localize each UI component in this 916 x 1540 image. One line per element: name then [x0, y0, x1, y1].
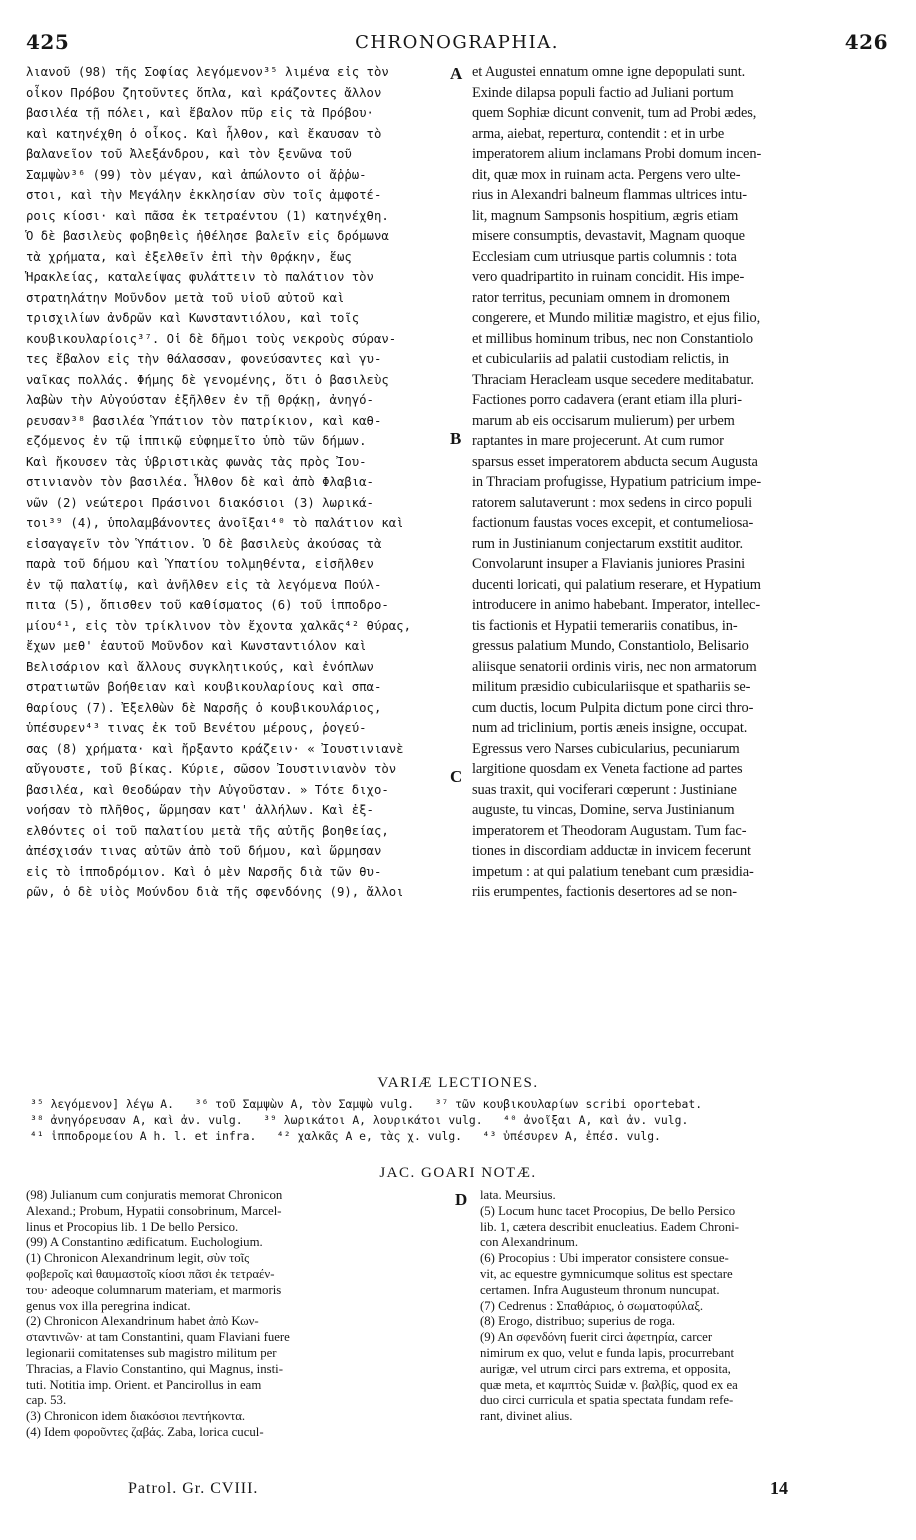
margin-letter-c: C	[450, 767, 463, 786]
notes-title: JAC. GOARI NOTÆ.	[379, 1165, 537, 1181]
footer-signature: Patrol. Gr. CVIII.	[128, 1480, 259, 1497]
greek-text-column: λιανοῦ (98) τῆς Σοφίας λεγόμενον³⁵ λιμένα εἰς τὸν οἶκον Πρόβου ζητοῦντες ὅπλα, καὶ κράζοντες ἄλλον βασιλέα τῇ πόλει, καὶ ἔβαλον πῦρ εἰς τὰ Πρόβου· καὶ κατηνέχθη ὁ οἶκος. Καὶ ἦλθον, καὶ ἔκαυσαν τὸ βαλανεῖον τοῦ Ἀλεξάνδρου, καὶ τὸν ξενῶνα τοῦ Σαμψὼν³⁶ (99) τὸν μέγαν, καὶ ἀπώλοντο οἱ ἄῤῥω- στοι, καὶ τὴν Μεγάλην ἐκκλησίαν σὺν τοῖς ἀμφοτέ- ροις κίοσι· καὶ πᾶσα ἐκ τετραέντου (1) κατηνέχθη. Ὁ δὲ βασιλεὺς φοβηθεὶς ἠθέλησε βαλεῖν εἰς δρόμωνα τὰ χρήματα, καὶ ἐξελθεῖν ἐπὶ τὴν Θρᾴκην, ἕως Ἡρακλείας, καταλείψας φυλάττειν τὸ παλάτιον τὸν στρατηλάτην Μοῦνδον μετὰ τοῦ υἱοῦ αὐτοῦ καὶ τρισχιλίων ἀνδρῶν καὶ Κωνσταντιόλου, καὶ τοῖς κουβικουλαρίοις³⁷. Οἱ δὲ δῆμοι τοὺς νεκροὺς σύραν- τες ἔβαλον εἰς τὴν θάλασσαν, φονεύσαντες καὶ γυ- ναῖκας πολλάς. Φήμης δὲ γενομένης, ὅτι ὁ βασιλεὺς λαβὼν τὴν Αὐγούσταν ἐξῆλθεν ἐν τῇ Θρᾴκῃ, ἀνηγό- ρευσαν³⁸ βασιλέα Ὑπάτιον τὸν πατρίκιον, καὶ καθ- εζόμενος ἐν τῷ ἱππικῷ εὐφημεῖτο ὑπὸ τῶν δήμων. Καὶ ἤκουσεν τὰς ὑβριστικὰς φωνὰς τὰς πρὸς Ἰου- στινιανὸν τὸν βασιλέα. Ἦλθον δὲ καὶ ἀπὸ Φλαβια- νῶν (2) νεώτεροι Πράσινοι διακόσιοι (3) λωρικά- τοι³⁹ (4), ὑπολαμβάνοντες ἀνοῖξαι⁴⁰ τὸ παλάτιον καὶ εἰσαγαγεῖν τὸν Ὑπάτιον. Ὁ δὲ βασιλεὺς ἀκούσας τὰ παρὰ τοῦ δήμου καὶ Ὑπατίου τολμηθέντα, εἰσῆλθεν ἐν τῷ παλατίῳ, καὶ ἀνῆλθεν εἰς τὰ λεγόμενα Πούλ- πιτα (5), ὄπισθεν τοῦ καθίσματος (6) τοῦ ἱπποδρο- μίου⁴¹, εἰς τὸν τρίκλινον τὸν ἔχοντα χαλκᾶς⁴² θύρας, ἔχων μεθ' ἑαυτοῦ Μοῦνδον καὶ Κωνσταντιόλον καὶ Βελισάριον καὶ ἄλλους συγκλητικούς, καὶ ἐνόπλων στρατιωτῶν βοήθειαν καὶ κουβικουλαρίους καὶ σπα- θαρίους (7). Ἐξελθὼν δὲ Ναρσῆς ὁ κουβικουλάριος, ὑπέσυρεν⁴³ τινας ἐκ τοῦ Βενέτου μέρους, ῥογεύ- σας (8) χρήματα· καὶ ἤρξαντο κράζειν· « Ἰουστινιανὲ αὔγουστε, τοῦ βίκας. Κύριε, σῶσον Ἰουστινιανὸν τὸν βασιλέα, καὶ Θεοδώραν τὴν Αὐγοῦσταν. » Τότε διχο- νοήσαν τὸ πλῆθος, ὥρμησαν κατ' ἀλλήλων. Καὶ ἐξ- ελθόντες οἱ τοῦ παλατίου μετὰ τῆς αὐτῆς βοηθείας, ἀπέσχισάν τινας αὐτῶν ἀπὸ τοῦ δήμου, καὶ ὥρμησαν εἰς τὸ ἱπποδρόμιον. Καὶ ὁ μὲν Ναρσῆς διὰ τῶν θυ- ρῶν, ὁ δὲ υἱὸς Μούνδου διὰ τῆς σφενδόνης (9), ἄλλοι	[26, 65, 411, 899]
running-title: CHRONOGRAPHIA.	[355, 32, 559, 53]
margin-letter-b: B	[450, 429, 462, 448]
page-number-left: 425	[26, 30, 70, 54]
notes-right-column: lata. Meursius. (5) Locum hunc tacet Procopius, De bello Persico lib. 1, cætera describit enucleatius. Eadem Chroni- con Alexandrinum. (6) Procopius : Ubi imperator consistere consue- vit, ac equestre gymnicumque solitus est spectare certamen. Infra Augusteum thronum nuncupat. (7) Cedrenus : Σπαθάριος, ὁ σωματοφύλαξ. (8) Erogo, distribuo; superius de roga. (9) An σφενδόνη fuerit circi ἀφετηρία, carcer nimirum ex quo, velut e funda lapis, procurrebant aurigæ, vel utrum circi pars extrema, et opposita, quæ meta, et καμπτὸς Suidæ v. βαλβίς, quod ex ea duo circi curricula et spatia spectata fundam refe- rant, divinet alius.	[480, 1188, 740, 1424]
page-header	[26, 30, 888, 58]
latin-text-column: et Augustei ennatum omne igne depopulati sunt. Exinde dilapsa populi factio ad Juliani portum quem Sophiæ dicunt convenit, tum ad Probi ædes, arma, aiebat, reperturα, contendit : et in urbe imperatorem alium inclamans Probi domum incen- dit, quæ mox in ruinam acta. Pergens vero ulte- rius in Alexandri balneum flammas ultrices intu- lit, magnum Sampsonis hospitium, ægris etiam misere consumptis, devastavit, Magnam quoque Ecclesiam cum utriusque partis columnis : tota vero quadripartito in ruinam concidit. His impe- rator territus, pecuniam omnem in dromonem congerere, et Mundo militiæ magistro, et ejus filio, et millibus hominum tribus, nec non Constantiolo et cubiculariis ad palatii custodiam relictis, in Thraciam Heracleam usque secedere meditabatur. Factiones porro cadavera (erant etiam illa pluri- marum ab eis occisarum mulierum) per urbem raptantes in mare projecerunt. At cum rumor sparsus esset imperatorem abducta secum Augusta in Thraciam profugisse, Hypatium patricium impe- ratorem salutaverunt : mox sedens in circo populi factionum faustas voces excepit, et contumeliosa- rum in Justinianum conjectarum exstitit auditor. Convolarunt insuper a Flavianis juniores Prasini ducenti loricati, qui palatium reserare, et Hypatium introducere in animo habebant. Imperator, intellec- tis factionis et Hypatii temerariis conatibus, in- gressus palatium Mundo, Constantiolo, Belisario aliisque senatorii ordinis viris, nec non armatorum militum præsidio cubiculariisque et spathariis se- cum ductis, locum Pulpita dictum pone circi thro- num ad triclinium, portis æneis insigne, occupat. Egressus vero Narses cubicularius, pecuniarum largitione quosdam ex Veneta factione ad partes suas traxit, qui vociferari cœperunt : Justiniane auguste, tu vincas, Domine, serva Justinianum imperatorem et Theodoram Augustam. Tum fac- tiones in discordiam adductæ in invicem fecerunt impetum : at qui palatium tenebant cum præsidia- riis erumpentes, factionis desertores ad se non-	[472, 64, 762, 900]
page-number-right: 426	[844, 30, 888, 54]
notes-left-column: (98) Julianum cum conjuratis memorat Chronicon Alexand.; Probum, Hypatii consobrinum, Marcel- linus et Procopius lib. 1 De bello Persico. (99) A Constantino ædificatum. Euchologium. (1) Chronicon Alexandrinum legit, σὺν τοῖς φοβεροῖς καὶ θαυμαστοῖς κίοσι πᾶσι ἐκ τετραέν- του· adeoque columnarum materiam, et marmoris genus vox illa peregrina indicat. (2) Chronicon Alexandrinum habet ἀπὸ Κων- σταντινῶν· at tam Constantini, quam Flaviani fuere legionarii comitatenses sub magistro militum per Thracias, a Flavio Constantino, qui Magnus, insti- tuti. Notitia imp. Orient. et Pancirollus in eam cap. 53. (3) Chronicon idem διακόσιοι πεντήκοντα. (4) Idem φοροῦντες ζαβάς. Zaba, lorica cucul-	[26, 1188, 290, 1439]
margin-letter-d: D	[455, 1190, 468, 1209]
variae-lectiones-text: ³⁵ λεγόμενον] λέγω A. ³⁶ τοῦ Σαμψὼν A, τὸν Σαμψὼ vulg. ³⁷ τῶν κουβικουλαρίων scribi oportebat. ³⁸ ἀνηγόρευσαν A, καὶ ἀν. vulg. ³⁹ λωρικάτοι A, λουρικάτοι vulg. ⁴⁰ ἀνοῖξαι A, καὶ ἀν. vulg. ⁴¹ ἱπποδρομείου A h. l. et infra. ⁴² χαλκᾶς A e, τὰς χ. vulg. ⁴³ ὑπέσυρεν A, ἐπέσ. vulg.	[30, 1097, 703, 1143]
variae-lectiones-title: VARIÆ LECTIONES.	[377, 1075, 539, 1091]
main-text-columns	[26, 62, 888, 900]
footer-sheet-number: 14	[770, 1478, 788, 1498]
margin-letter-a: A	[450, 64, 463, 83]
